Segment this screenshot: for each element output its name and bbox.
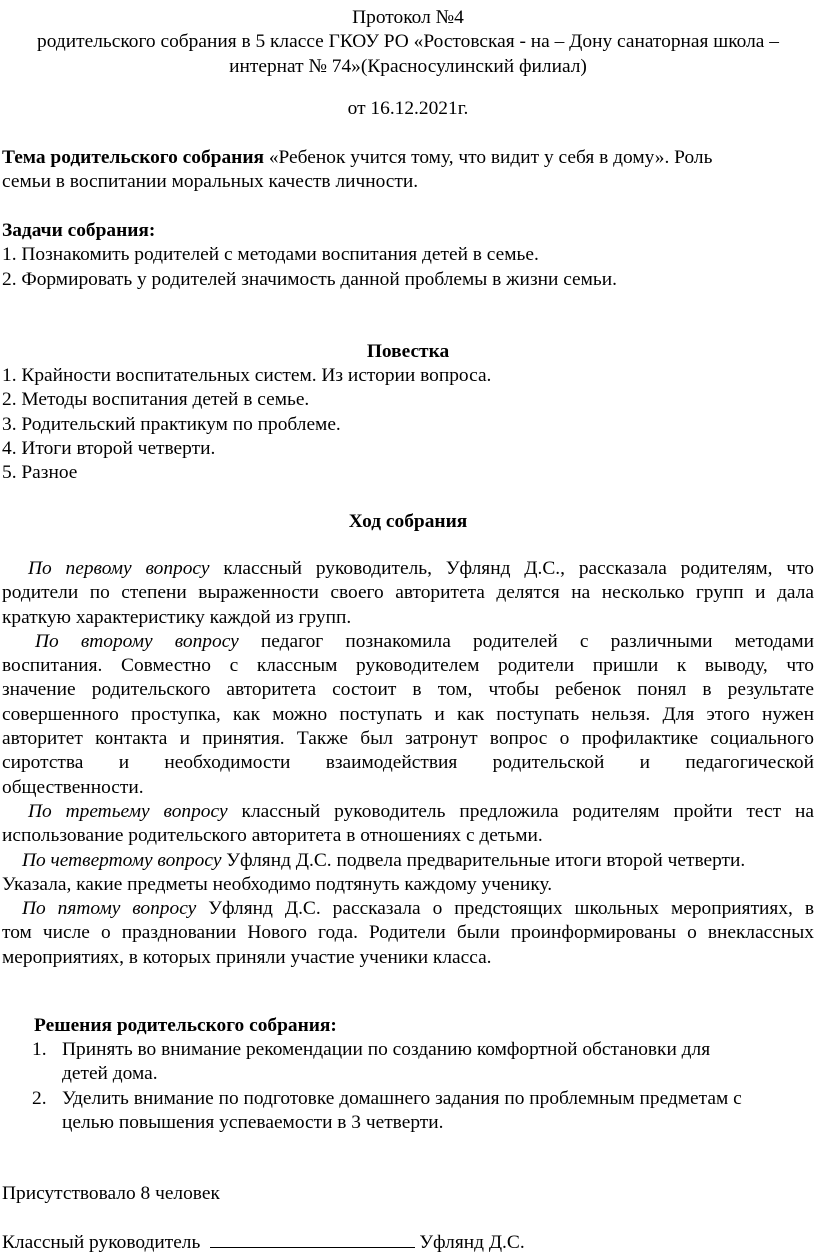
proceedings-paragraph-2-line: совершенного проступка, как можно поступать и как поступать нельзя. Для этого нужен	[2, 703, 814, 725]
meeting-theme-text-line-2: семьи в воспитании моральных качеств личности.	[2, 171, 419, 193]
decision-text-line: Уделить внимание по подготовке домашнего задания по проблемным предметам с	[62, 1087, 742, 1109]
agenda-item: 3. Родительский практикум по проблеме.	[2, 413, 341, 435]
agenda-item: 5. Разное	[2, 462, 78, 484]
decision-number: 2.	[32, 1087, 47, 1109]
proceedings-paragraph-1-line: краткую характеристику каждой из групп.	[2, 606, 352, 628]
proceedings-paragraph-1-line: родители по степени выраженности своего авторитета делятся на несколько групп и дала	[2, 582, 814, 604]
proceedings-paragraph-2-line: общественности.	[2, 776, 144, 798]
proceedings-body	[2, 557, 814, 970]
signature-blank	[210, 1229, 415, 1248]
decision-number: 1.	[32, 1039, 47, 1060]
decision-text-line: детей дома.	[62, 1063, 158, 1085]
proceedings-paragraph-1-line: По первому вопросу классный руководитель, Уфлянд Д.С., рассказала родителям, что	[28, 558, 815, 579]
document-subtitle-line-1: родительского собрания в 5 классе ГКОУ РО «Ростовская - на – Дону санаторная школа –	[37, 31, 779, 53]
signature-role: Классный руководитель	[2, 1232, 201, 1253]
decision-text-line: целью повышения успеваемости в 3 четверти.	[62, 1111, 444, 1133]
meeting-theme	[2, 146, 814, 195]
proceedings-paragraph-2-line: По второму вопросу педагог познакомила родителей с различными методами	[35, 630, 815, 652]
proceedings-paragraph-2-line: воспитания. Совместно с классным руководителем родители пришли к выводу, что	[2, 655, 814, 677]
signature-name: Уфлянд Д.С.	[419, 1232, 525, 1253]
meeting-theme-text-line-1: «Ребенок учится тому, что видит у себя в дому». Роль	[263, 147, 713, 168]
proceedings-paragraph-4-line: Указала, какие предметы необходимо подтянуть каждому ученику.	[2, 873, 553, 895]
document-date: от 16.12.2021г.	[347, 98, 469, 119]
proceedings-question-lead: По четвертому вопросу	[22, 849, 222, 871]
document-header	[2, 6, 814, 79]
proceedings-question-lead: По третьему вопросу	[28, 800, 228, 822]
proceedings-question-lead: По первому вопросу	[28, 558, 210, 579]
proceedings-paragraph-4-line: По четвертому вопросу Уфлянд Д.С. подвела предварительные итоги второй четверти.	[22, 849, 746, 871]
decisions-list	[32, 1038, 812, 1135]
signature-line	[2, 1229, 814, 1255]
agenda-heading: Повестка	[366, 341, 450, 362]
meeting-theme-label: Тема родительского собрания	[2, 147, 264, 168]
proceedings-question-lead: По пятому вопросу	[22, 898, 197, 920]
document-title: Протокол №4	[352, 7, 464, 28]
agenda-item: 2. Методы воспитания детей в семье.	[2, 389, 310, 411]
meeting-tasks-heading: Задачи собрания:	[2, 220, 156, 241]
attendance-count: Присутствовало 8 человек	[2, 1183, 220, 1204]
document-subtitle-line-2: интернат № 74»(Красносулинский филиал)	[229, 55, 587, 77]
proceedings-paragraph-5-line: мероприятиях, в которых приняли участие ученики класса.	[2, 946, 492, 968]
meeting-tasks	[2, 219, 814, 292]
proceedings-paragraph-2-line: сиротства и необходимости взаимодействия родительской и педагогической	[2, 752, 814, 774]
proceedings-question-lead: По второму вопросу	[35, 630, 239, 652]
proceedings-paragraph-5-line: По пятому вопросу Уфлянд Д.С. рассказала о предстоящих школьных мероприятиях, в	[22, 898, 814, 920]
agenda-item: 1. Крайности воспитательных систем. Из истории вопроса.	[2, 365, 492, 386]
decision-item	[32, 1087, 812, 1136]
proceedings-paragraph-3-line: По третьему вопросу классный руководитель предложила родителям пройти тест на	[28, 800, 815, 822]
decision-text-line: Принять во внимание рекомендации по созданию комфортной обстановки для	[62, 1039, 711, 1060]
proceedings-paragraph-2-line: значение родительского авторитета состоит в том, чтобы ребенок понял в результате	[2, 679, 814, 701]
meeting-task-item: 2. Формировать у родителей значимость данной проблемы в жизни семьи.	[2, 268, 617, 290]
agenda-item: 4. Итоги второй четверти.	[2, 437, 216, 459]
agenda-list	[2, 364, 814, 485]
decisions-heading: Решения родительского собрания:	[34, 1015, 337, 1036]
proceedings-paragraph-5-line: том числе о праздновании Нового года. Родители были проинформированы о внеклассных	[2, 922, 814, 944]
proceedings-paragraph-3-line: использование родительского авторитета в отношениях с детьми.	[2, 825, 543, 847]
decision-item	[32, 1038, 812, 1087]
proceedings-heading: Ход собрания	[348, 511, 468, 532]
proceedings-paragraph-2-line: авторитет контакта и принятия. Также был затронут вопрос о профилактике социального	[2, 728, 814, 750]
meeting-task-item: 1. Познакомить родителей с методами воспитания детей в семье.	[2, 244, 539, 266]
